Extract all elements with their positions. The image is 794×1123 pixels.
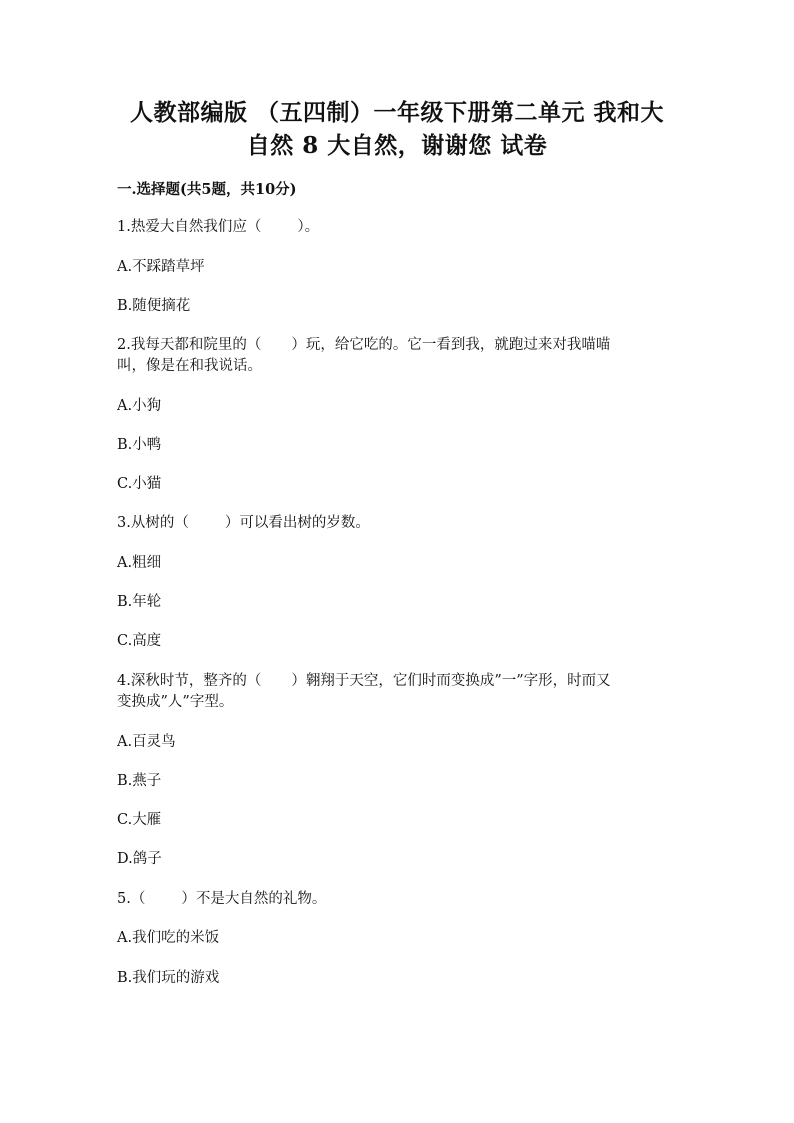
option-text: 高度 [132, 633, 162, 649]
title-line-2: 自然 8 大自然，谢谢您 试卷 [246, 132, 548, 159]
option-text: 我们吃的米饭 [132, 930, 220, 946]
option-5-b [117, 968, 219, 989]
option-letter: A. [117, 555, 133, 571]
option-letter: A. [117, 259, 133, 275]
question-3 [117, 513, 370, 534]
option-letter: B. [117, 298, 133, 314]
question-number: 5. [117, 891, 131, 907]
option-letter: C. [117, 476, 133, 492]
option-2-c [117, 474, 161, 495]
option-text: 百灵鸟 [132, 734, 176, 750]
question-number: 4. [117, 673, 131, 689]
option-text: 不踩踏草坪 [132, 259, 205, 275]
question-4-line-2: 变换成”人”字型。 [117, 694, 234, 710]
option-letter: B. [117, 594, 133, 610]
option-3-a [117, 553, 161, 574]
question-text-after: ）翱翔于天空，它们时而变换成”一”字形，时而又 [291, 673, 611, 689]
option-letter: A. [117, 398, 133, 414]
option-4-b [117, 771, 161, 792]
question-number: 2. [117, 337, 131, 353]
question-text-before: （ [130, 891, 146, 907]
option-text: 小猫 [132, 476, 162, 492]
question-text-before: 深秋时节，整齐的（ [130, 673, 262, 689]
question-text-before: 从树的（ [130, 515, 189, 531]
option-letter: B. [117, 970, 133, 986]
question-text-after: ）玩，给它吃的。它一看到我，就跑过来对我喵喵 [291, 337, 611, 353]
question-1 [117, 217, 319, 238]
option-text: 随便摘花 [132, 298, 191, 314]
option-4-a [117, 732, 176, 753]
option-2-a [117, 396, 161, 417]
question-4 [117, 671, 611, 692]
question-number: 3. [117, 515, 131, 531]
question-text-before: 我每天都和院里的（ [130, 337, 262, 353]
option-5-a [117, 928, 219, 949]
option-letter: D. [117, 851, 133, 867]
option-3-b [117, 592, 161, 613]
question-text-after: ）可以看出树的岁数。 [224, 515, 370, 531]
option-text: 小狗 [132, 398, 162, 414]
question-text-before: 热爱大自然我们应（ [130, 219, 262, 235]
question-2-line-2: 叫，像是在和我说话。 [117, 358, 262, 374]
option-4-d [117, 849, 162, 870]
option-letter: A. [117, 930, 133, 946]
option-letter: B. [117, 773, 133, 789]
option-1-a [117, 257, 205, 278]
option-text: 年轮 [132, 594, 162, 610]
document-title [100, 96, 694, 162]
option-letter: A. [117, 734, 133, 750]
question-text-after: ）不是大自然的礼物。 [181, 891, 327, 907]
option-2-b [117, 435, 161, 456]
option-text: 鸽子 [132, 851, 162, 867]
option-letter: B. [117, 437, 133, 453]
question-number: 1. [117, 219, 131, 235]
question-2 [117, 335, 610, 356]
option-text: 我们玩的游戏 [132, 970, 220, 986]
option-text: 燕子 [132, 773, 162, 789]
option-letter: C. [117, 633, 133, 649]
question-text-after: ）。 [297, 219, 320, 235]
question-5 [117, 889, 326, 910]
option-4-c [117, 810, 161, 831]
option-1-b [117, 296, 190, 317]
option-text: 小鸭 [132, 437, 162, 453]
section-heading: 一.选择题(共5题，共10分) [117, 181, 297, 198]
option-letter: C. [117, 812, 133, 828]
option-text: 粗细 [132, 555, 162, 571]
option-3-c [117, 631, 161, 652]
option-text: 大雁 [132, 812, 162, 828]
title-line-1: 人教部编版 （五四制）一年级下册第二单元 我和大 [129, 99, 664, 126]
